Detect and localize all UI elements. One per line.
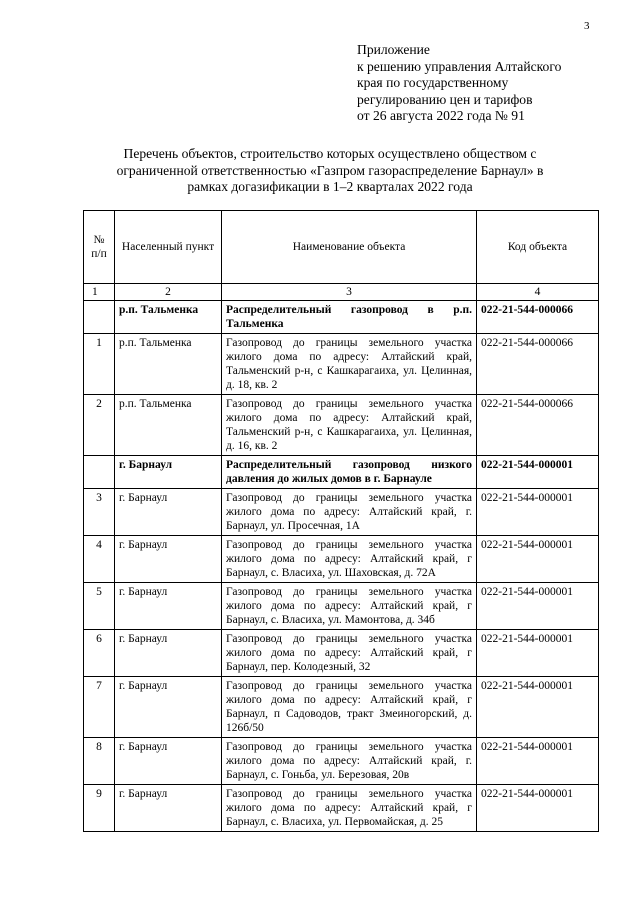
cell-object-code: 022-21-544-000066 [477, 301, 599, 334]
cell-number: 9 [84, 785, 115, 832]
table-row [84, 785, 599, 832]
table-row [84, 583, 599, 630]
table-row [84, 677, 599, 738]
cell-object-name: Газопровод до границы земельного участка жилого дома по адресу: Алтайский край, г Барнаул, с. Власиха, ул. Шаховская, д. 72А [222, 536, 477, 583]
column-number: 1 [84, 284, 115, 301]
cell-number: 3 [84, 489, 115, 536]
cell-settlement: р.п. Тальменка [115, 395, 222, 456]
cell-number: 5 [84, 583, 115, 630]
cell-settlement: г. Барнаул [115, 456, 222, 489]
table-group-row [84, 456, 599, 489]
column-number: 2 [115, 284, 222, 301]
cell-object-name: Газопровод до границы земельного участка жилого дома по адресу: Алтайский край, г. Барнаул, с. Гоньба, ул. Березовая, 20в [222, 738, 477, 785]
document-title [60, 146, 600, 196]
cell-object-code: 022-21-544-000066 [477, 334, 599, 395]
header-settlement: Населенный пункт [115, 211, 222, 284]
objects-table [83, 210, 599, 832]
cell-object-code: 022-21-544-000001 [477, 489, 599, 536]
cell-object-name: Газопровод до границы земельного участка жилого дома по адресу: Алтайский край, Тальменский р-н, с Кашкарагаиха, ул. Целинная, д. 16, кв. 2 [222, 395, 477, 456]
table-body [84, 284, 599, 832]
cell-settlement: г. Барнаул [115, 677, 222, 738]
appendix-block [357, 42, 617, 125]
cell-number: 1 [84, 334, 115, 395]
appendix-line: края по государственному [357, 75, 509, 90]
cell-object-name: Газопровод до границы земельного участка жилого дома по адресу: Алтайский край, г. Барнаул, ул. Просечная, 1А [222, 489, 477, 536]
cell-object-name: Газопровод до границы земельного участка жилого дома по адресу: Алтайский край, г Барнаул, с. Власиха, ул. Мамонтова, д. 34б [222, 583, 477, 630]
page-number: 3 [584, 20, 590, 32]
header-object-name: Наименование объекта [222, 211, 477, 284]
cell-object-code: 022-21-544-000001 [477, 677, 599, 738]
column-number: 4 [477, 284, 599, 301]
cell-number: 7 [84, 677, 115, 738]
cell-number: 8 [84, 738, 115, 785]
cell-settlement: г. Барнаул [115, 583, 222, 630]
cell-object-code: 022-21-544-000001 [477, 630, 599, 677]
cell-object-name: Газопровод до границы земельного участка жилого дома по адресу: Алтайский край, г Барнаул, п Садоводов, тракт Змеиногорский, д. 126б/50 [222, 677, 477, 738]
cell-number: 6 [84, 630, 115, 677]
cell-settlement: р.п. Тальменка [115, 334, 222, 395]
cell-settlement: г. Барнаул [115, 489, 222, 536]
appendix-line: от 26 августа 2022 года № 91 [357, 108, 525, 123]
table-group-row [84, 301, 599, 334]
appendix-line: Приложение [357, 42, 430, 57]
appendix-line: к решению управления Алтайского [357, 58, 562, 74]
cell-number [84, 301, 115, 334]
cell-object-name: Газопровод до границы земельного участка жилого дома по адресу: Алтайский край, г Барнаул, пер. Колодезный, 32 [222, 630, 477, 677]
cell-object-name: Распределительный газопровод в р.п. Тальменка [222, 301, 477, 334]
cell-object-code: 022-21-544-000001 [477, 785, 599, 832]
cell-number: 2 [84, 395, 115, 456]
cell-settlement: р.п. Тальменка [115, 301, 222, 334]
table-row [84, 334, 599, 395]
table-row [84, 536, 599, 583]
appendix-line: регулированию цен и тарифов [357, 91, 533, 107]
cell-settlement: г. Барнаул [115, 630, 222, 677]
cell-settlement: г. Барнаул [115, 536, 222, 583]
cell-object-code: 022-21-544-000001 [477, 738, 599, 785]
title-line: ограниченной ответственностью «Газпром газораспределение Барнаул» в [116, 162, 544, 178]
column-number: 3 [222, 284, 477, 301]
title-line: Перечень объектов, строительство которых осуществлено обществом с [123, 146, 537, 161]
table-row [84, 630, 599, 677]
table-row [84, 395, 599, 456]
table-row [84, 489, 599, 536]
cell-object-name: Газопровод до границы земельного участка жилого дома по адресу: Алтайский край, г Барнаул, с. Власиха, ул. Первомайская, д. 25 [222, 785, 477, 832]
cell-number [84, 456, 115, 489]
table-row [84, 738, 599, 785]
cell-settlement: г. Барнаул [115, 785, 222, 832]
cell-number: 4 [84, 536, 115, 583]
cell-object-code: 022-21-544-000001 [477, 536, 599, 583]
cell-settlement: г. Барнаул [115, 738, 222, 785]
table-header-row [84, 211, 599, 284]
header-number: № п/п [84, 211, 115, 284]
column-number-row [84, 284, 599, 301]
cell-object-name: Газопровод до границы земельного участка жилого дома по адресу: Алтайский край, Тальменский р-н, с Кашкарагаиха, ул. Целинная, д. 18, кв. 2 [222, 334, 477, 395]
cell-object-code: 022-21-544-000001 [477, 583, 599, 630]
cell-object-name: Распределительный газопровод низкого давления до жилых домов в г. Барнауле [222, 456, 477, 489]
title-line: рамках догазификации в 1–2 кварталах 2022 года [187, 179, 473, 194]
header-object-code: Код объекта [477, 211, 599, 284]
cell-object-code: 022-21-544-000066 [477, 395, 599, 456]
cell-object-code: 022-21-544-000001 [477, 456, 599, 489]
